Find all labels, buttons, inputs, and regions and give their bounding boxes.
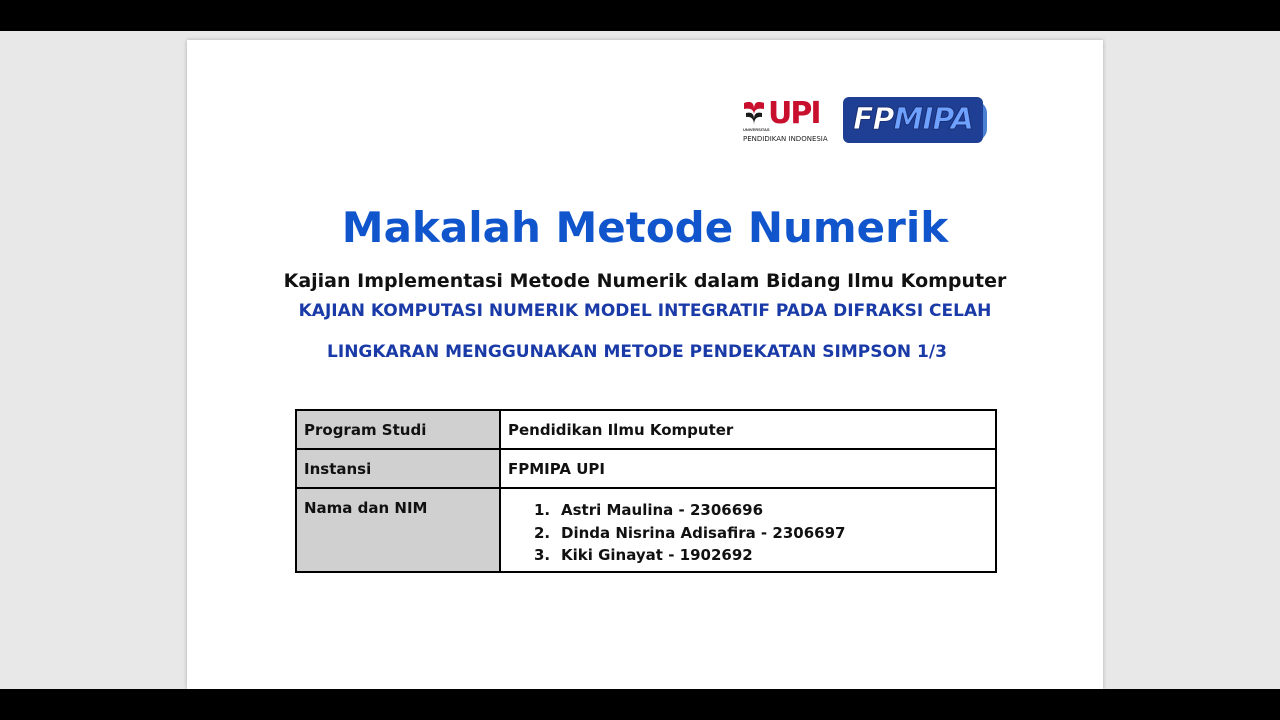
instansi-value: FPMIPA UPI: [500, 449, 996, 488]
letterbox-bottom: [0, 689, 1280, 720]
document-page: [187, 40, 1103, 689]
upi-small-caption: UNIVERSITAS: [743, 127, 770, 132]
topic-line-2: LINGKARAN MENGGUNAKAN METODE PENDEKATAN SIMPSON 1/3: [327, 342, 947, 362]
upi-emblem-icon: [742, 101, 766, 127]
member-list: [508, 499, 987, 567]
instansi-label: Instansi: [296, 449, 500, 488]
fpmipa-wordmark: FPMIPA: [853, 102, 973, 137]
list-item: 3. Kiki Ginayat - 1902692: [534, 546, 753, 564]
upi-caption: PENDIDIKAN INDONESIA: [743, 135, 828, 143]
upi-logo: [742, 97, 834, 145]
list-item: 1. Astri Maulina - 2306696: [534, 501, 764, 519]
letterbox-top: [0, 0, 1280, 31]
table-row: [296, 410, 996, 449]
nama-nim-value: [500, 488, 996, 572]
table-row: [296, 449, 996, 488]
fpmipa-logo: [843, 97, 989, 143]
document-subtitle: Kajian Implementasi Metode Numerik dalam Bidang Ilmu Komputer: [283, 270, 1007, 292]
topic-line-1: KAJIAN KOMPUTASI NUMERIK MODEL INTEGRATIF PADA DIFRAKSI CELAH: [298, 301, 992, 321]
nama-nim-label: Nama dan NIM: [296, 488, 500, 572]
info-table: [295, 409, 997, 573]
list-item: 2. Dinda Nisrina Adisafira - 2306697: [534, 523, 846, 542]
program-studi-value: Pendidikan Ilmu Komputer: [500, 410, 996, 449]
table-row: [296, 488, 996, 572]
program-studi-label: Program Studi: [296, 410, 500, 449]
document-title: Makalah Metode Numerik: [341, 203, 949, 252]
upi-wordmark: UPI: [768, 96, 820, 131]
